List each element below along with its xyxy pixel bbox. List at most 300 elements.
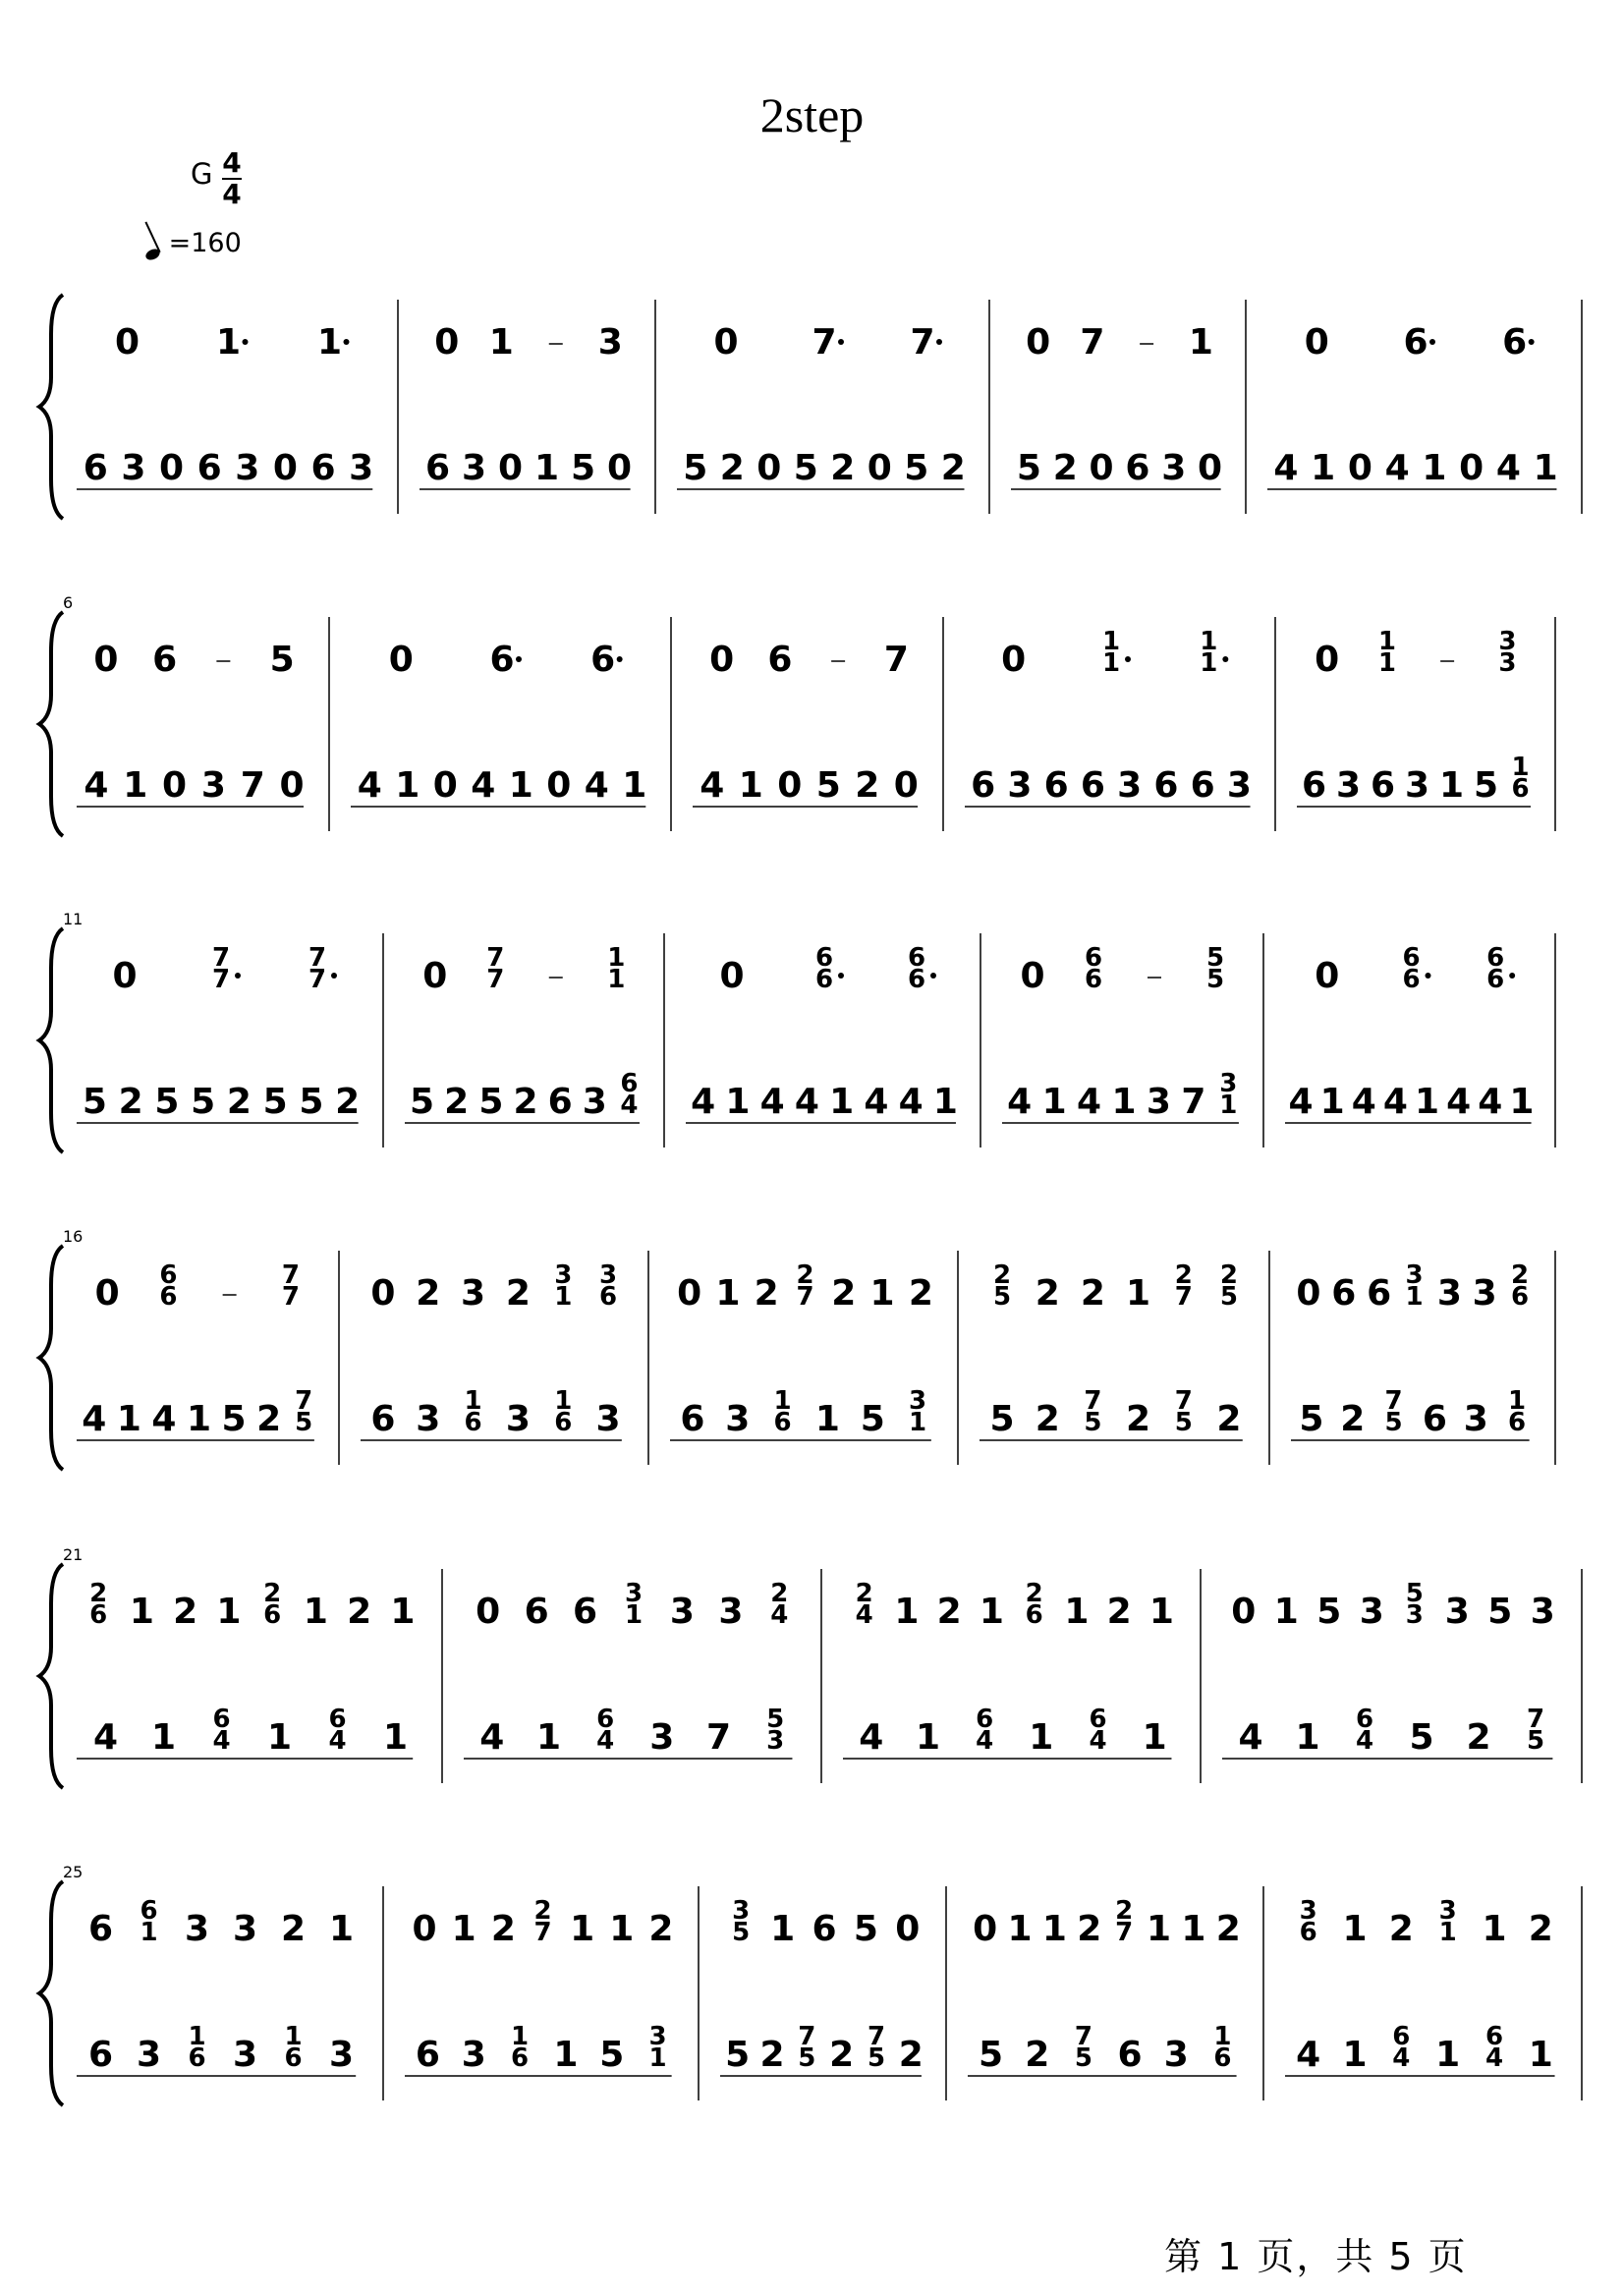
system-3-m5-rh-note-upper: 6 [1486,943,1505,973]
system-5-m4-rh-note: 3 [1359,1592,1384,1632]
system-1-m1-rh-note-dot [344,339,350,345]
system-6-m2-rh-note-upper: 2 [533,1896,552,1926]
system-5-m1-lh-note: 1 [150,1717,177,1758]
system-6-m3-rh-note: 6 [812,1909,837,1949]
system-3-m3-lh-note: 4 [794,1082,819,1122]
system-4-m3-lh-note: 1 [814,1399,840,1439]
system-3-m3-lh-note: 4 [898,1082,924,1122]
system-3-m3-lh-note: 4 [691,1082,716,1122]
system-3-m4-rh-note-lower: 5 [1205,965,1225,994]
system-5-m1-rh-note-lower: 6 [89,1600,108,1630]
system-4-m1-lh-note: 4 [151,1399,177,1439]
system-3-m4-lh-note-lower: 1 [1219,1091,1238,1120]
system-5-m3-rh-note-upper: 2 [855,1579,873,1608]
system-5-m4-lh-note: 4 [1238,1717,1263,1758]
system-3-m1-lh-note: 5 [191,1082,216,1122]
system-3-m3-rh-note-upper: 6 [907,943,926,973]
system-1-m4-lh-note: 6 [1125,448,1150,488]
system-4-m2-rh-note: 2 [505,1273,531,1314]
system-1-m3-rh-note: 0 [713,322,739,363]
system-1-m5-rh-note: 6 [1502,322,1528,363]
system-6-m2-lh-note: 1 [553,2035,579,2075]
system-2-m5-lh-note: 6 [1370,765,1396,806]
system-6-m4-rh-note: 0 [973,1909,998,1949]
system-5-m4-rh-note-lower: 3 [1405,1600,1424,1630]
system-2-m3-lh-note: 4 [700,765,725,806]
tempo-value: =160 [168,228,242,258]
system-5-m1-rh-note-upper: 2 [89,1579,108,1608]
system-2-m3-lh-note: 1 [738,765,763,806]
system-1-m1-lh-note: 3 [121,448,146,488]
system-1-m2-lh-note: 3 [461,448,487,488]
system-4-m1-lh-note-lower: 5 [295,1408,313,1437]
system-6-m5-lh-note: 4 [1296,2035,1321,2075]
system-1-m2-lh-note: 0 [606,448,633,488]
system-5-m2-lh-note-upper: 6 [596,1705,615,1734]
system-6-m3-lh-note-upper: 7 [798,2022,816,2051]
system-3-m1-lh-note: 2 [335,1082,361,1122]
system-2-m5-lh-note: 3 [1335,765,1362,806]
system-2-m4-rh-note-lower: 1 [1101,648,1121,678]
system-4-m4-lh-note-upper: 7 [1084,1386,1102,1416]
system-1-m4-lh-note: 0 [1089,448,1114,488]
system-5-m2-rh-note: 6 [524,1592,549,1632]
system-6-m2-lh-note-upper: 1 [511,2022,530,2051]
system-1-m2-lh-note: 6 [424,448,451,488]
system-6-m5-lh-note-upper: 6 [1392,2022,1411,2051]
system-3-m3-rh-note-lower: 6 [814,965,834,994]
system-4-m1-rh-note-lower: 7 [281,1282,300,1312]
system-6-m1-lh-note: 3 [328,2035,355,2075]
system-5-m1-rh-note: 1 [216,1592,242,1632]
system-4-m2-rh-note-upper: 3 [554,1260,573,1290]
system-6-m2-rh-note: 2 [648,1909,674,1949]
system-3-m2-rh-note-upper: 1 [607,943,626,973]
system-6-m2-lh-note: 6 [415,2035,440,2075]
system-6-m2-rh-note: 2 [490,1909,516,1949]
system-4-m5-rh-note: 6 [1367,1273,1392,1314]
system-1-m5-lh-note: 1 [1533,448,1558,488]
system-1-m2-lh-note: 1 [533,448,560,488]
system-5-m1-lh-note-upper: 6 [328,1705,347,1734]
system-5-m1-rh-note: 1 [390,1592,416,1632]
system-2-m1-lh-note: 4 [84,765,109,806]
system-4-m4-rh-note-upper: 2 [1174,1260,1193,1290]
system-5-m2-rh-note: 3 [669,1592,695,1632]
system-4-m2-lh-note-lower: 6 [554,1408,573,1437]
system-5-m3-lh-note: 1 [1142,1717,1167,1758]
system-6-m4-rh-note: 2 [1215,1909,1241,1949]
system-2-m1-rh-note: 5 [269,640,295,680]
system-5-m1-lh-note-upper: 6 [212,1705,231,1734]
system-3-m5-lh-note: 1 [1415,1082,1440,1122]
system-4-m2-lh-note: 3 [416,1399,441,1439]
system-4-m1-rh-note-upper: 6 [159,1260,178,1290]
system-6-m4-lh-note-lower: 6 [1213,2043,1232,2073]
system-3-m2-lh-note-lower: 4 [620,1091,639,1120]
system-6-m1-lh-note-upper: 1 [188,2022,206,2051]
system-4-m2-lh-note: 3 [505,1399,531,1439]
system-3-m1-rh-note-dot [235,973,241,979]
system-2-m4-rh-note-dot [1222,656,1228,662]
system-5-m2-lh-note-lower: 4 [596,1726,615,1756]
system-6-m1-rh-note-upper: 6 [140,1896,158,1926]
system-6-m4-lh-note: 2 [1025,2035,1050,2075]
system-2-m1-rh-note: 0 [93,640,119,680]
system-6-m5-rh-note: 2 [1528,1909,1553,1949]
system-3-m1-rh-note-dot [331,973,337,979]
system-1-m1-rh-note: 0 [114,322,140,363]
system-5-m1-lh-note: 1 [382,1717,409,1758]
system-1-m1-lh-note: 3 [349,448,374,488]
system-6-m3-rh-note-lower: 5 [732,1918,751,1947]
system-3-measure-number: 11 [63,910,84,928]
system-4-m2-rh-note: 2 [416,1273,441,1314]
system-6-m2-rh-note: 0 [412,1909,437,1949]
system-3-m5-rh-note-dot [1426,973,1431,979]
system-3-brace [39,928,63,1152]
system-2-m2-lh-note: 4 [357,765,382,806]
system-6-m5-rh-note: 1 [1342,1909,1368,1949]
system-3-m3-rh-note: 0 [719,956,745,996]
system-1-m5-rh-note-dot [1429,339,1435,345]
system-2-m3-lh-note: 2 [855,765,880,806]
system-2-m1-lh-note: 1 [123,765,148,806]
system-3-m2-lh-note: 2 [513,1082,538,1122]
system-1-m3-lh-note: 0 [867,448,892,488]
system-5-m4-rh-note: 3 [1530,1592,1555,1632]
system-5-m1-lh-note: 4 [92,1717,119,1758]
system-5-m3-lh-note-upper: 6 [1089,1705,1107,1734]
system-4-m3-lh-note: 6 [680,1399,705,1439]
system-4-m2-rh-note: 3 [461,1273,486,1314]
system-5-m3-lh-note-upper: 6 [976,1705,994,1734]
system-3-m5-lh-note: 4 [1446,1082,1472,1122]
system-3-m5-lh-note: 1 [1509,1082,1535,1122]
system-6-m4-lh-note: 5 [979,2035,1004,2075]
system-1-m4-rh-note: 0 [1026,322,1051,363]
system-5-m1-rh-note: 2 [173,1592,198,1632]
system-3-m3-rh-note-dot [930,973,936,979]
system-5-m3-rh-note-lower: 6 [1025,1600,1043,1630]
system-1-m1-rh-note-dot [243,339,249,345]
system-3-m5-rh-note-lower: 6 [1486,965,1505,994]
system-3-m4-lh-note: 4 [1007,1082,1033,1122]
system-5-m4-rh-note: 3 [1444,1592,1470,1632]
system-3-m4-rh-note-lower: 6 [1084,965,1103,994]
system-2-m4-lh-note: 3 [1226,765,1252,806]
system-4-m4-rh-note: 2 [1080,1273,1105,1314]
system-6-m5-lh-note-upper: 6 [1484,2022,1504,2051]
system-5-m3-lh-note: 4 [859,1717,884,1758]
system-1-m5-lh-note: 4 [1384,448,1410,488]
system-5-m2-lh-note: 4 [479,1717,505,1758]
system-5-m3-rh-note-upper: 2 [1025,1579,1043,1608]
system-6-m4-lh-note-upper: 7 [1074,2022,1092,2051]
system-2-m5-lh-note: 5 [1473,765,1499,806]
system-3-m2-lh-note-upper: 6 [620,1069,639,1098]
system-1-m5-rh-note: 0 [1304,322,1329,363]
system-2-m4-rh-note-dot [1125,656,1131,662]
system-4-m3-rh-note: 2 [831,1273,857,1314]
system-4-m5-lh-note: 5 [1299,1399,1324,1439]
system-1-m5-lh-note: 4 [1273,448,1299,488]
system-4-m4-rh-note-lower: 7 [1174,1282,1193,1312]
system-6-m4-rh-note: 1 [1007,1909,1033,1949]
system-2-brace [39,612,63,836]
system-5-m3-rh-note: 2 [1106,1592,1132,1632]
system-6-m1-lh-note-upper: 1 [284,2022,303,2051]
system-2-m2-lh-note: 4 [584,765,609,806]
system-4-m5-rh-note-lower: 6 [1511,1282,1530,1312]
system-4-m1-lh-note-upper: 7 [295,1386,313,1416]
page-footer: 第 1 页，共 5 页 [1164,2235,1468,2278]
system-5-brace [39,1564,63,1788]
system-6-m3-lh-note: 5 [725,2035,751,2075]
system-1-m2-rh-note: 3 [597,322,623,363]
system-6-m2-lh-note-lower: 1 [648,2043,667,2073]
system-1-m1-lh-note: 0 [159,448,185,488]
system-4-m4-rh-note-upper: 2 [993,1260,1012,1290]
system-4-m3-lh-note-lower: 1 [909,1408,927,1437]
system-2-m3-rh-note: 7 [883,640,909,680]
key-signature: G [191,157,213,191]
system-3-m5-lh-note: 4 [1382,1082,1408,1122]
system-6-m1-lh-note-lower: 6 [284,2043,303,2073]
system-3-m4-lh-note-upper: 3 [1219,1069,1238,1098]
system-6-m1-lh-note: 3 [232,2035,258,2075]
system-3-m1-rh-note-upper: 7 [211,943,231,973]
system-1-m3-lh-note: 2 [940,448,966,488]
system-4-m4-lh-note-lower: 5 [1084,1408,1102,1437]
system-1-m4-rh-note: 7 [1080,322,1105,363]
system-1-m3-lh-note: 5 [904,448,929,488]
system-4-m5-rh-note: 3 [1436,1273,1462,1314]
system-5-m3-lh-note: 1 [915,1717,941,1758]
system-1-m3-rh-note: 7 [910,322,935,363]
system-2-m3-rh-note: 0 [709,640,735,680]
system-4-m5-rh-note-upper: 2 [1511,1260,1530,1290]
system-3-m2-rh-note-lower: 7 [486,965,505,994]
system-4-m2-rh-note-lower: 6 [599,1282,618,1312]
system-4-measure-number: 16 [63,1227,84,1246]
system-4-m5-lh-note-lower: 6 [1508,1408,1527,1437]
system-3-m3-rh-note-dot [838,973,844,979]
system-3-m5-rh-note-upper: 6 [1402,943,1421,973]
system-1-m5-lh-note: 0 [1459,448,1484,488]
system-5-m1-lh-note: 1 [266,1717,293,1758]
system-3-m2-lh-note: 2 [444,1082,470,1122]
system-5-m4-lh-note-upper: 6 [1355,1705,1374,1734]
system-6-m1-lh-note: 6 [87,2035,114,2075]
system-4-m4-lh-note-upper: 7 [1174,1386,1193,1416]
system-3-m3-lh-note: 1 [829,1082,855,1122]
system-5-m4-lh-note: 5 [1409,1717,1434,1758]
system-3-m2-lh-note: 6 [547,1082,573,1122]
system-1-m5-lh-note: 1 [1311,448,1336,488]
system-6-m2-lh-note-upper: 3 [648,2022,667,2051]
system-5-m1-rh-note-lower: 6 [263,1600,282,1630]
system-1-m2-lh-note: 0 [497,448,524,488]
system-6-m5-lh-note-lower: 4 [1484,2043,1504,2073]
system-3-m5-lh-note: 1 [1319,1082,1345,1122]
system-3-m3-lh-note: 4 [759,1082,785,1122]
system-2-m4-rh-note-upper: 1 [1101,627,1121,656]
system-1-m1-rh-note: 1 [215,322,242,363]
system-5-m4-lh-note: 2 [1466,1717,1491,1758]
system-6-m4-rh-note: 2 [1077,1909,1102,1949]
system-6-m2-rh-note: 1 [570,1909,595,1949]
system-1-m1-lh-note: 3 [235,448,260,488]
system-5-m4-lh-note: 1 [1295,1717,1320,1758]
system-5-m3-rh-note-lower: 4 [855,1600,873,1630]
system-6-m1-rh-note: 6 [87,1909,114,1949]
system-4-m2-lh-note-upper: 1 [554,1386,573,1416]
system-3-m2-rh-note: 0 [422,956,448,996]
system-6-m4-rh-note: 1 [1181,1909,1206,1949]
system-4-m5-rh-note-upper: 3 [1405,1260,1424,1290]
system-4-m3-rh-note: 0 [677,1273,702,1314]
system-2-m3-lh-note: 0 [893,765,919,806]
system-1-m3-lh-note: 2 [830,448,856,488]
system-4-m1-lh-note: 4 [82,1399,107,1439]
system-1-m4-lh-note: 5 [1016,448,1041,488]
system-2-m2-lh-note: 4 [471,765,496,806]
system-3-m1-rh-note-upper: 7 [308,943,327,973]
system-3-m4-lh-note: 4 [1077,1082,1102,1122]
system-2-m5-rh-note-lower: 1 [1377,648,1396,678]
system-2-m5-rh-note-upper: 1 [1377,627,1396,656]
system-6-m3-lh-note: 2 [898,2035,924,2075]
system-4-m3-lh-note: 5 [860,1399,885,1439]
system-2-m1-rh-note: 6 [152,640,178,680]
system-4-m2-lh-note: 3 [595,1399,621,1439]
system-4-m4-lh-note: 2 [1216,1399,1242,1439]
system-3-m2-lh-note: 3 [582,1082,607,1122]
system-3-m5-lh-note: 4 [1351,1082,1376,1122]
system-3-m5-rh-note-dot [1509,973,1515,979]
system-3-m1-rh-note-lower: 7 [211,965,231,994]
system-4-m3-lh-note: 3 [725,1399,751,1439]
system-6-m1-lh-note-lower: 6 [188,2043,206,2073]
system-5-m2-rh-note: 0 [476,1592,501,1632]
system-5-m3-lh-note-lower: 4 [1089,1726,1107,1756]
system-4-m3-rh-note: 1 [869,1273,895,1314]
time-signature-top: 4 [222,146,242,179]
system-3-m3-lh-note: 1 [932,1082,958,1122]
system-2-m1-lh-note: 0 [279,765,305,806]
system-4-m3-lh-note-lower: 6 [773,1408,792,1437]
system-6-m5-rh-note: 2 [1388,1909,1414,1949]
system-6-m1-rh-note: 3 [184,1909,210,1949]
system-5-m4-rh-note: 1 [1273,1592,1299,1632]
system-5-m2-rh-note: 6 [573,1592,598,1632]
system-5-m3-rh-note: 2 [936,1592,962,1632]
system-5-m4-rh-note: 5 [1316,1592,1342,1632]
system-1-m3-rh-note-dot [838,339,844,345]
system-3-m1-lh-note: 5 [262,1082,288,1122]
system-4-m2-lh-note-lower: 6 [464,1408,482,1437]
system-2-m1-lh-note: 7 [240,765,265,806]
system-3-m4-rh-note-upper: 6 [1084,943,1103,973]
system-6-m3-lh-note-upper: 7 [867,2022,886,2051]
system-3-m1-lh-note: 2 [226,1082,252,1122]
system-6-m4-lh-note-lower: 5 [1074,2043,1092,2073]
system-2-m4-rh-note: 0 [1001,640,1027,680]
system-3-m1-lh-note: 5 [82,1082,107,1122]
system-3-m2-lh-note: 5 [410,1082,435,1122]
system-4-m1-rh-note: 0 [94,1273,120,1314]
system-5-m4-rh-note: 5 [1487,1592,1513,1632]
system-4-m4-rh-note-upper: 2 [1219,1260,1238,1290]
system-5-m2-lh-note: 7 [705,1717,732,1758]
system-4-m4-rh-note-lower: 5 [993,1282,1012,1312]
system-2-m5-lh-note-upper: 1 [1511,753,1530,782]
system-4-m3-rh-note-lower: 7 [796,1282,814,1312]
system-1-m4-lh-note: 0 [1198,448,1223,488]
system-6-m4-lh-note: 3 [1163,2035,1189,2075]
system-5-m3-rh-note: 1 [894,1592,920,1632]
time-signature-bottom: 4 [222,178,242,210]
system-5-m2-lh-note: 1 [535,1717,562,1758]
system-3-m4-rh-note-upper: 5 [1205,943,1225,973]
system-6-m4-rh-note-upper: 2 [1115,1896,1134,1926]
system-1-m2-rh-note: 0 [434,322,460,363]
system-4-m4-lh-note-lower: 5 [1174,1408,1193,1437]
system-2-m2-lh-note: 0 [432,765,458,806]
system-4-m4-rh-note: 2 [1035,1273,1060,1314]
system-6-brace [39,1881,63,2105]
system-2-m2-lh-note: 1 [395,765,420,806]
system-3-m1-rh-note: 0 [112,956,138,996]
system-6-m2-rh-note: 1 [451,1909,476,1949]
system-1-m4-rh-note: 1 [1188,322,1213,363]
system-3-m1-lh-note: 2 [118,1082,143,1122]
system-2-m4-lh-note: 6 [1190,765,1215,806]
system-2-m5-lh-note: 3 [1404,765,1430,806]
system-2-m5-rh-note-upper: 3 [1498,627,1517,656]
system-5-m4-lh-note-lower: 5 [1526,1726,1545,1756]
system-6-m2-rh-note-lower: 7 [533,1918,552,1947]
system-3-m4-lh-note: 3 [1146,1082,1171,1122]
system-3-m1-lh-note: 5 [299,1082,324,1122]
system-5-m4-rh-note-upper: 5 [1405,1579,1424,1608]
system-6-m5-lh-note: 1 [1528,2035,1553,2075]
system-1-m3-lh-note: 5 [793,448,818,488]
system-4-m4-rh-note: 1 [1126,1273,1151,1314]
system-2-m4-lh-note: 3 [1117,765,1143,806]
system-4-m4-rh-note-lower: 5 [1219,1282,1238,1312]
system-3-m1-rh-note-lower: 7 [308,965,327,994]
system-3-m3-lh-note: 1 [725,1082,751,1122]
system-2-measure-number: 6 [63,593,74,612]
system-5-m3-rh-note: 1 [1064,1592,1090,1632]
system-4-m5-rh-note-lower: 1 [1405,1282,1424,1312]
system-1-m3-lh-note: 0 [756,448,782,488]
system-6-m5-rh-note-upper: 3 [1438,1896,1457,1926]
system-2-m5-lh-note-lower: 6 [1511,774,1530,804]
system-6-m1-rh-note: 2 [280,1909,307,1949]
system-2-m5-rh-note: 0 [1315,640,1340,680]
system-2-m1-lh-note: 3 [200,765,226,806]
system-4-m5-rh-note: 0 [1296,1273,1321,1314]
system-4-m4-lh-note: 5 [989,1399,1015,1439]
system-1-m1-lh-note: 6 [196,448,222,488]
system-3-m2-rh-note-lower: 1 [607,965,626,994]
system-5-m1-lh-note-lower: 4 [328,1726,347,1756]
system-3-m4-lh-note: 7 [1181,1082,1206,1122]
system-5-m2-rh-note-upper: 3 [624,1579,644,1608]
